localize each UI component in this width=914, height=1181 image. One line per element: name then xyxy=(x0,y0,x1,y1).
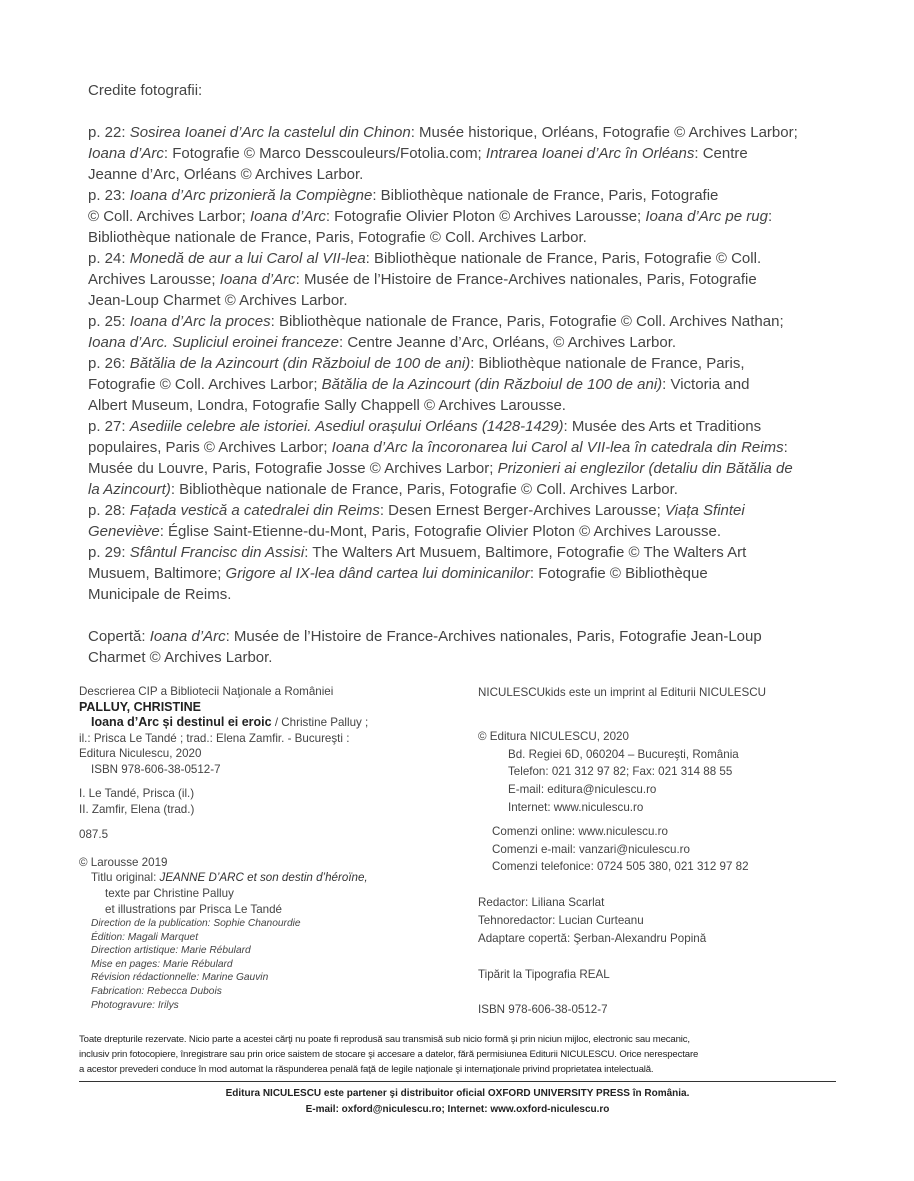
cip-author: PALLUY, CHRISTINE xyxy=(79,699,201,714)
credit-line xyxy=(88,521,798,542)
credit-source: : Bibliothèque nationale de France, Paris, Fotografie © Coll. Archives Larbor. xyxy=(170,481,678,498)
rights-notice xyxy=(79,1032,836,1077)
credit-source: Albert Museum, Londra, Fotografie Sally Chappell © Archives Larousse. xyxy=(88,397,566,414)
credit-source: © Coll. Archives Larbor; xyxy=(88,208,250,225)
imprint-note: NICULESCUkids este un imprint al Editurii NICULESCU xyxy=(478,686,766,699)
credit-source: Municipale de Reims. xyxy=(88,586,232,603)
cip-line: il.: Prisca Le Tandé ; trad.: Elena Zamfir. - Bucureşti : xyxy=(79,731,350,745)
divider xyxy=(79,1081,836,1082)
credit-work-title: Sosirea Ioanei d’Arc la castelul din Chinon xyxy=(129,124,411,141)
credit-source: Musée du Louvre, Paris, Fotografie Josse © Archives Larbor; xyxy=(88,460,498,477)
staff-credit: Direction de la publication: Sophie Chanourdie xyxy=(91,918,301,929)
credit-source: : Musée des Arts et Traditions xyxy=(563,418,762,435)
cover-credit xyxy=(88,626,798,668)
credit-work-title: Bătălia de la Azincourt (din Războiul de 100 de ani) xyxy=(129,355,471,372)
credit-source: : Centre Jeanne d’Arc, Orléans, © Archives Larbor. xyxy=(338,334,677,351)
credit-work-title: Monedă de aur a lui Carol al VII-lea xyxy=(129,250,366,267)
credit-work-title: Ioana d’Arc la încoronarea lui Carol al VII-lea în catedrala din Reims xyxy=(331,439,784,456)
credit-line xyxy=(88,647,798,668)
original-copyright: © Larousse 2019 xyxy=(79,855,168,869)
credit-work-title: Ioana d’Arc. Supliciul eroinei franceze xyxy=(88,334,339,351)
original-title: JEANNE D’ARC et son destin d’héroïne, xyxy=(159,871,368,884)
credit-source: p. 22: xyxy=(88,124,130,141)
credit-line xyxy=(88,122,798,143)
credit-source: : Musée de l’Histoire de France-Archives nationales, Paris, Fotografie xyxy=(295,271,757,288)
publisher-phone: Telefon: 021 312 97 82; Fax: 021 314 88 55 xyxy=(508,765,733,779)
credit-work-title: Geneviève xyxy=(88,523,160,540)
partner-contact: E-mail: oxford@niculescu.ro; Internet: www.oxford-niculescu.ro xyxy=(305,1104,610,1115)
credit-source: : Desen Ernest Berger-Archives Larousse; xyxy=(379,502,665,519)
staff-credit: Direction artistique: Marie Rébulard xyxy=(91,945,251,957)
staff-credit: Mise en pages: Marie Rébulard xyxy=(91,958,233,970)
credit-line xyxy=(88,458,798,479)
publisher-website: Internet: www.niculescu.ro xyxy=(508,800,644,814)
staff-credit: Édition: Magali Marquet xyxy=(91,931,199,943)
photo-credits xyxy=(88,80,798,668)
tech-editor: Tehnoredactor: Lucian Curteanu xyxy=(478,913,644,927)
rights-line: a acestor prevederi conduce în mod automat la răspunderea penală faţă de legile naţionale şi internaţionale privind proprietatea intelectuală. xyxy=(79,1064,654,1075)
credit-line xyxy=(88,143,798,164)
credit-source: Jean-Loup Charmet © Archives Larbor. xyxy=(88,292,348,309)
credit-work-title: Grigore al IX-lea dând cartea lui dominicanilor xyxy=(225,565,530,582)
credit-work-title: Ioana d’Arc la proces xyxy=(129,313,271,330)
publisher-info xyxy=(478,684,766,1019)
credit-work-title: Asediile celebre ale istoriei. Asediul orașului Orléans (1428-1429) xyxy=(129,418,564,435)
credit-source: : xyxy=(783,439,788,456)
cover-adaptation: Adaptare copertă: Şerban-Alexandru Popină xyxy=(478,931,707,945)
cip-entry: I. Le Tandé, Prisca (il.) xyxy=(79,787,195,800)
original-illustrator: et illustrations par Prisca Le Tandé xyxy=(105,902,283,916)
original-title-label: Titlu original: xyxy=(91,871,160,884)
original-author: texte par Christine Palluy xyxy=(105,887,234,900)
credit-line xyxy=(88,353,798,374)
credit-work-title: Ioana d’Arc xyxy=(249,208,326,225)
credits-heading: Credite fotografii: xyxy=(88,82,203,99)
credit-work-title: Sfântul Francisc din Assisi xyxy=(129,544,305,561)
credit-source: Jeanne d’Arc, Orléans © Archives Larbor. xyxy=(88,166,364,183)
credit-work-title: Fațada vestică a catedralei din Reims xyxy=(129,502,380,519)
cip-code: 087.5 xyxy=(79,828,109,841)
credit-line xyxy=(88,227,798,248)
credit-source: : Musée historique, Orléans, Fotografie © Archives Larbor; xyxy=(410,124,798,141)
cip-line: Editura Niculescu, 2020 xyxy=(79,747,202,760)
credits-list xyxy=(88,122,798,605)
credit-source: : Fotografie © Marco Desscouleurs/Fotolia.com; xyxy=(163,145,486,162)
credit-work-title: Ioana d’Arc xyxy=(88,145,164,162)
printer: Tipărit la Tipografia REAL xyxy=(478,967,610,981)
credit-work-title: Ioana d’Arc prizonieră la Compiègne xyxy=(129,187,373,204)
credit-line xyxy=(88,269,798,290)
credit-line xyxy=(88,395,798,416)
credit-line xyxy=(88,584,798,605)
credit-source: Charmet © Archives Larbor. xyxy=(88,649,273,666)
cip-title-rest: / Christine Palluy ; xyxy=(271,716,369,729)
partner-notice xyxy=(79,1086,836,1118)
cip-description xyxy=(79,684,368,1012)
credit-source: Musuem, Baltimore; xyxy=(88,565,226,582)
credit-source: p. 29: xyxy=(88,544,130,561)
credit-source: : Victoria and xyxy=(662,376,750,393)
credit-source: p. 24: xyxy=(88,250,130,267)
credit-source: populaires, Paris © Archives Larbor; xyxy=(88,439,332,456)
credit-source: Copertă: xyxy=(88,628,150,645)
credit-line xyxy=(88,437,798,458)
credit-line xyxy=(88,626,798,647)
credit-source: p. 26: xyxy=(88,355,130,372)
credit-line xyxy=(88,290,798,311)
credit-source: p. 28: xyxy=(88,502,130,519)
credit-source: p. 27: xyxy=(88,418,130,435)
credit-source: : Bibliothèque nationale de France, Paris, xyxy=(470,355,745,372)
credit-source: : Bibliothèque nationale de France, Paris, Fotografie © Coll. xyxy=(365,250,762,267)
credit-source: : Bibliothèque nationale de France, Paris, Fotografie © Coll. Archives Nathan; xyxy=(270,313,784,330)
cip-header: Descrierea CIP a Bibliotecii Naţionale a României xyxy=(79,685,334,698)
publisher-isbn: ISBN 978-606-38-0512-7 xyxy=(478,1003,608,1017)
orders-phone: Comenzi telefonice: 0724 505 380, 021 312 97 82 xyxy=(492,860,749,874)
credit-source: : xyxy=(767,208,773,225)
rights-line: inclusiv prin fotocopiere, înregistrare sau prin orice saistem de stocare şi accesare a datelor, fără permisiunea Editurii NICULESCU. Orice nerespectare xyxy=(79,1049,699,1060)
credit-line xyxy=(88,311,798,332)
credit-source: : Musée de l’Histoire de France-Archives nationales, Paris, Fotografie Jean-Loup xyxy=(225,628,762,645)
publisher-email: E-mail: editura@niculescu.ro xyxy=(508,783,657,797)
cip-isbn: ISBN 978-606-38-0512-7 xyxy=(91,762,221,776)
credit-line xyxy=(88,206,798,227)
credit-source: : The Walters Art Musuem, Baltimore, Fotografie © The Walters Art xyxy=(304,544,747,561)
credit-line xyxy=(88,332,798,353)
credit-source: p. 25: xyxy=(88,313,130,330)
credit-line xyxy=(88,500,798,521)
credit-work-title: la Azincourt) xyxy=(88,481,171,498)
credit-source: Fotografie © Coll. Archives Larbor; xyxy=(88,376,322,393)
credit-work-title: Bătălia de la Azincourt (din Războiul de 100 de ani) xyxy=(321,376,663,393)
credit-work-title: Ioana d’Arc xyxy=(219,271,296,288)
credit-work-title: Prizonieri ai englezilor (detaliu din Bătălia de xyxy=(497,460,793,477)
credit-line xyxy=(88,164,798,185)
credit-work-title: Ioana d’Arc xyxy=(149,628,226,645)
credit-source: : Fotografie Olivier Ploton © Archives Larousse; xyxy=(325,208,646,225)
credit-line xyxy=(88,479,798,500)
staff-credit: Révision rédactionnelle: Marine Gauvin xyxy=(91,972,269,984)
cip-book-title: Ioana d’Arc și destinul ei eroic xyxy=(91,715,272,729)
credit-source: Bibliothèque nationale de France, Paris, Fotografie © Coll. Archives Larbor. xyxy=(88,229,587,246)
credit-line xyxy=(88,416,798,437)
credit-work-title: Viața Sfintei xyxy=(664,502,745,519)
credit-line xyxy=(88,374,798,395)
editor: Redactor: Liliana Scarlat xyxy=(478,896,605,910)
publisher-address: Bd. Regiei 6D, 060204 – Bucureşti, România xyxy=(508,747,739,761)
partner-line: Editura NICULESCU este partener şi distribuitor oficial OXFORD UNIVERSITY PRESS în România. xyxy=(225,1088,690,1099)
orders-email: Comenzi e-mail: vanzari@niculescu.ro xyxy=(492,842,690,856)
credit-work-title: Intrarea Ioanei d’Arc în Orléans xyxy=(485,145,695,162)
cip-entry: II. Zamfir, Elena (trad.) xyxy=(79,802,195,816)
staff-credit: Photogravure: Irilys xyxy=(91,999,179,1011)
credit-line xyxy=(88,185,798,206)
credit-source: : Centre xyxy=(694,145,748,162)
orders-online: Comenzi online: www.niculescu.ro xyxy=(492,824,668,838)
credit-source: p. 23: xyxy=(88,187,130,204)
credit-source: : Fotografie © Bibliothèque xyxy=(529,565,708,582)
credit-work-title: Ioana d’Arc pe rug xyxy=(645,208,768,225)
rights-line: Toate drepturile rezervate. Nicio parte a acestei cărţi nu poate fi reprodusă sau transmisă sub nicio formă şi prin niciun mijloc, electronic sau mecanic, xyxy=(79,1034,690,1045)
credit-line xyxy=(88,563,798,584)
publisher-copyright: © Editura NICULESCU, 2020 xyxy=(478,729,629,743)
credit-line xyxy=(88,542,798,563)
credit-source: : Église Saint-Etienne-du-Mont, Paris, Fotografie Olivier Ploton © Archives Larousse. xyxy=(159,523,722,540)
credit-line xyxy=(88,248,798,269)
credit-source: : Bibliothèque nationale de France, Paris, Fotografie xyxy=(372,187,719,204)
credit-source: Archives Larousse; xyxy=(88,271,220,288)
staff-credit: Fabrication: Rebecca Dubois xyxy=(91,985,222,997)
